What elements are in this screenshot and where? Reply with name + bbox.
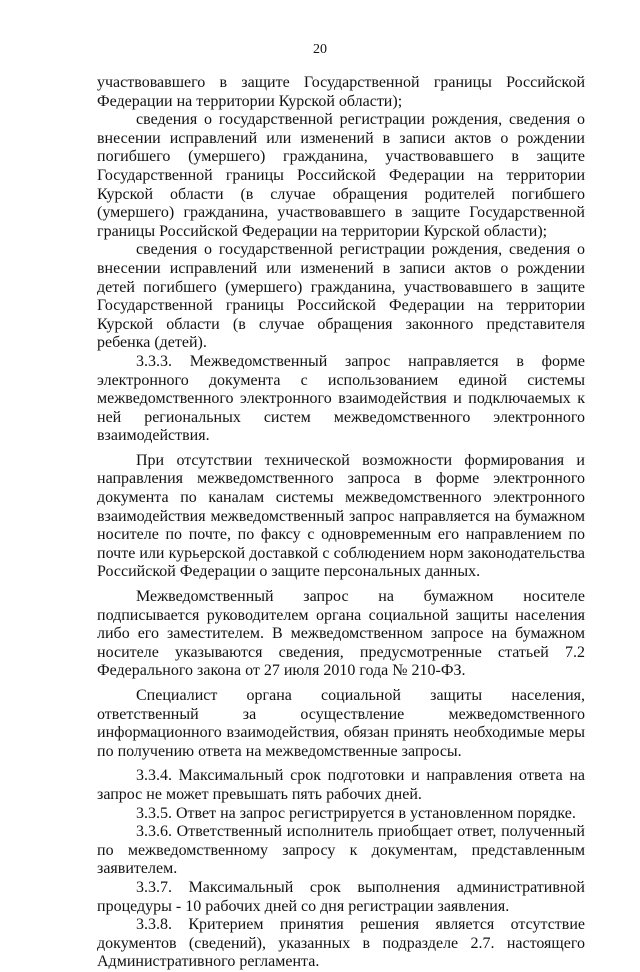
paragraph: сведения о государственной регистрации рождения, сведения о внесении исправлений или изменений в записи актов о рождении детей погибшего (умершего) гражданина, участвовавшего в защите Государственной границы Российской Федерации на территории Курской области (в случае обращения законного представителя ребенка (детей). — [97, 241, 585, 352]
paragraph-3-3-3: 3.3.3. Межведомственный запрос направляется в форме электронного документа с использованием единой системы межведомственного электронного взаимодействия и подключаемых к ней региональных систем межведомственного электронного взаимодействия. — [97, 352, 585, 445]
paragraph-3-3-8: 3.3.8. Критерием принятия решения является отсутствие документов (сведений), указанных в подразделе 2.7. настоящего Административного регламента. — [97, 916, 585, 971]
paragraph: Межведомственный запрос на бумажном носителе подписывается руководителем органа социальной защиты населения либо его заместителем. В межведомственном запросе на бумажном носителе указываются сведения, предусмотренные статьей 7.2 Федерального закона от 27 июля 2010 года № 210-ФЗ. — [97, 588, 585, 680]
paragraph: При отсутствии технической возможности формирования и направления межведомственного запроса в форме электронного документа по каналам системы межведомственного электронного взаимодействия межведомственный запрос направляется на бумажном носителе по почте, по факсу с одновременным его направлением по почте или курьерской доставкой с соблюдением норм законодательства Российской Федерации о защите персональных данных. — [97, 451, 585, 581]
paragraph: сведения о государственной регистрации рождения, сведения о внесении исправлений или изменений в записи актов о рождении погибшего (умершего) гражданина, участвовавшего в защите Государственной границы Российской Федерации на территории Курской области (в случае обращения родителей погибшего (умершего) гражданина, участвовавшего в защите Государственной границы Российской Федерации на территории Курской области); — [97, 111, 585, 240]
page-number: 20 — [313, 42, 327, 57]
paragraph-3-3-7: 3.3.7. Максимальный срок выполнения административной процедуры - 10 рабочих дней со дня регистрации заявления. — [97, 878, 585, 915]
paragraph-3-3-4: 3.3.4. Максимальный срок подготовки и направления ответа на запрос не может превышать пять рабочих дней. — [97, 767, 585, 803]
paragraph-3-3-5: 3.3.5. Ответ на запрос регистрируется в установленном порядке. — [136, 804, 576, 822]
document-body — [97, 74, 585, 972]
paragraph: участвовавшего в защите Государственной границы Российской Федерации на территории Курской области); — [97, 74, 585, 110]
paragraph: Специалист органа социальной защиты населения, ответственный за осуществление межведомственного информационного взаимодействия, обязан принять необходимые меры по получению ответа на межведомственные запросы. — [97, 687, 585, 760]
paragraph-3-3-6: 3.3.6. Ответственный исполнитель приобщает ответ, полученный по межведомственному запросу к документам, представленным заявителем. — [97, 823, 585, 878]
